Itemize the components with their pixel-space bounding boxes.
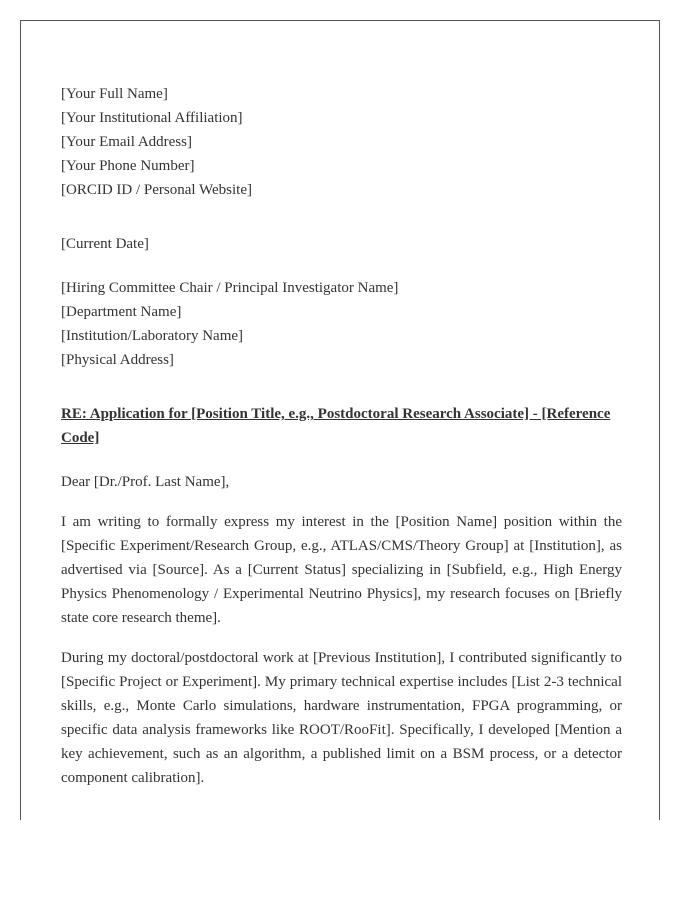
recipient-name: [Hiring Committee Chair / Principal Investigator Name] — [61, 280, 399, 296]
letter-body — [61, 82, 622, 805]
sender-orcid: [ORCID ID / Personal Website] — [61, 182, 252, 198]
date-block — [61, 232, 622, 256]
sender-phone: [Your Phone Number] — [61, 158, 195, 174]
recipient-block — [61, 276, 622, 372]
sender-block — [61, 82, 622, 202]
paragraph-experience: During my doctoral/postdoctoral work at [Previous Institution], I contributed significantly to [Specific Project or Experiment]. My primary technical expertise includes [List 2-3 technical skills, e.g., Monte Carlo simulations, hardware instrumentation, FPGA programming, or specific data analysis frameworks like ROOT/RooFit]. Specifically, I developed [Mention a key achievement, such as an algorithm, a published limit on a BSM process, or a detector component calibration]. — [61, 650, 622, 786]
recipient-institution: [Institution/Laboratory Name] — [61, 328, 244, 344]
letter-page — [20, 20, 660, 820]
sender-name: [Your Full Name] — [61, 86, 168, 102]
recipient-department: [Department Name] — [61, 304, 182, 320]
subject-line: RE: Application for [Position Title, e.g., Postdoctoral Research Associate] - [Reference Code] — [61, 406, 611, 446]
sender-email: [Your Email Address] — [61, 134, 192, 150]
paragraph-intro: I am writing to formally express my interest in the [Position Name] position within the [Specific Experiment/Research Group, e.g., ATLAS/CMS/Theory Group] at [Institution], as advertised via [Source]. As a [Current Status] specializing in [Subfield, e.g., High Energy Physics Phenomenology / Experimental Neutrino Physics], my research focuses on [Briefly state core research theme]. — [61, 514, 622, 626]
recipient-address: [Physical Address] — [61, 352, 174, 368]
sender-affiliation: [Your Institutional Affiliation] — [61, 110, 243, 126]
salutation: Dear [Dr./Prof. Last Name], — [61, 474, 230, 490]
letter-date: [Current Date] — [61, 236, 149, 252]
